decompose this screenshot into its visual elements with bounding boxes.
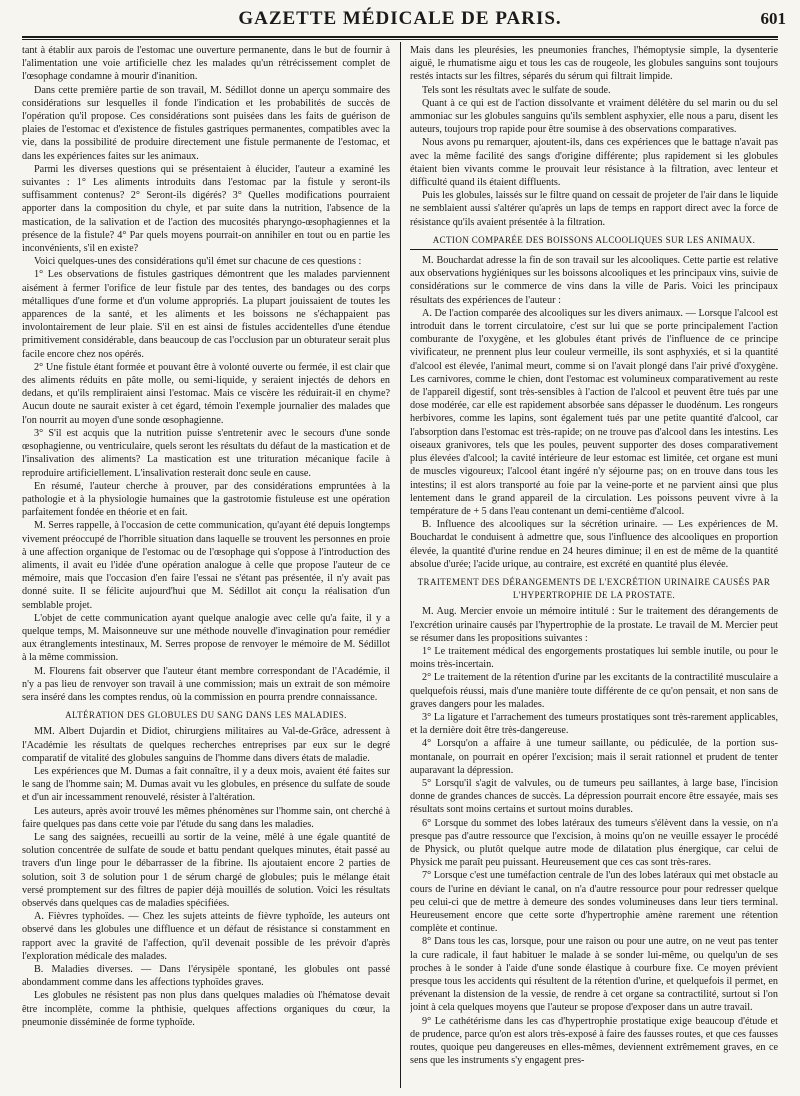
page-number: 601	[760, 9, 786, 28]
page-header	[0, 8, 800, 34]
section-heading: ACTION COMPARÉE DES BOISSONS ALCOOLIQUES SUR LES ANIMAUX.	[410, 234, 778, 250]
paragraph: 6° Lorsque du sommet des lobes latéraux des tumeurs s'élèvent dans la vessie, on n'a presque pas d'autre ressource que l'excision, à moins qu'on ne veuille essayer le procédé de Physick, ou plutôt quelque autre mode de dilatation plus énergique, car celui de Physick me paraît peu puissant. Heureusement que ces cas sont très-rares.	[410, 817, 778, 869]
paragraph: Parmi les diverses questions qui se présentaient à élucider, l'auteur a examiné les suivantes : 1° Les aliments introduits dans l'estomac par la fistule y seront-ils suffisamment contenus? 2° Seront-ils digérés? 3° Quelles modifications pourraient apporter dans la composition du chyle, et par suite dans la nutrition, l'absence de la mastication, de la salivation et de l'action des mucosités pharyngo-œsophagiennes et la présence de la fistule? 4° Par quels moyens pourrait-on annihiler en tout ou en partie les inconvénients, s'il en existe?	[22, 163, 390, 255]
paragraph: 1° Le traitement médical des engorgements prostatiques lui semble inutile, ou pour le moins très-incertain.	[410, 645, 778, 671]
right-column	[410, 44, 778, 1090]
paragraph: 3° S'il est acquis que la nutrition puisse s'entretenir avec le secours d'une sonde œsophagienne, ou ventriculaire, quels seront les résultats du défaut de la mastication et de l'insalivation des aliments? La mastication est une trituration mécanique facile à reproduire artificiellement. L'insalivation resterait donc seule en cause.	[22, 427, 390, 479]
paragraph: A. De l'action comparée des alcooliques sur les divers animaux. — Lorsque l'alcool est introduit dans le torrent circulatoire, c'est sur lui que se porte principalement l'action comburante de l'oxygène, et les globules étant privés de l'influence de ce principe vivificateur, ne prennent plus leur couleur vermeille, ils sont asphyxiés, et si la quantité d'alcool est élevée, l'animal meurt, comme si on l'avait plongé dans l'air privé d'oxygène. Les carnivores, comme le chien, dont l'estomac est volumineux comparativement au reste de l'appareil digestif, sont très-sensibles à l'action de l'alcool et peuvent être tués par une dose modérée, car elle est rapidement absorbée sans dépasser le duodénum. Les rongeurs herbivores, comme les lapins, sont également tués par une petite quantité d'alcool, car l'absorption dans l'estomac est très-rapide; on ne trouve pas d'alcool dans les intestins. Les oiseaux granivores, tels que les poules, peuvent supporter des doses comparativement plus élevées d'alcool; la cavité intérieure de leur estomac est limitée, cet organe est muni de muscles vigoureux; l'alcool étant ingéré n'y séjourne pas; on en trouve dans tous les intestins; il est alors transporté au foie par la veine-porte et ne parvient ainsi que plus lentement dans le grand appareil de la circulation. Les poissons peuvent vivre à la température de + 5 dans l'eau contenant un demi-centième d'alcool.	[410, 307, 778, 517]
paragraph: En résumé, l'auteur cherche à prouver, par des considérations empruntées à la pathologie et à la physiologie humaines que la gastrotomie fistuleuse est une opération parfaitement fondée en théorie et en fait.	[22, 480, 390, 519]
paragraph: M. Aug. Mercier envoie un mémoire intitulé : Sur le traitement des dérangements de l'excrétion urinaire causés par l'hypertrophie de la prostate. Le travail de M. Mercier peut se résumer dans les propositions suivantes :	[410, 606, 778, 644]
paragraph: Puis les globules, laissés sur le filtre quand on cessait de projeter de l'air dans le liquide ne semblaient aussi s'altérer qu'après un laps de temps en rapport direct avec la force de résistance qu'ils avaient présentée à la filtration.	[410, 190, 778, 228]
paragraph: Tels sont les résultats avec le sulfate de soude.	[422, 84, 611, 96]
masthead-title: GAZETTE MÉDICALE DE PARIS.	[238, 8, 562, 29]
paragraph: Les expériences que M. Dumas a fait connaître, il y a deux mois, avaient été faites sur le sang de l'homme sain; M. Dumas avait vu les globules, en présence du sulfate de soude et d'un air incessamment renouvelé, résister à l'altération.	[22, 765, 390, 804]
paragraph: 8° Dans tous les cas, lorsque, pour une raison ou pour une autre, on ne veut pas tenter la cure radicale, il faut habituer le malade à se sonder lui-même, ou quelqu'un de ses proches à le sonder à l'aide d'une sonde élastique à courbure fixe. Ce moyen prévient presque tous les accidents qui résultent de la rétention d'urine, et quelquefois il permet, en prévenant la distension de la vessie, de rendre à cet organe sa contractilité, surtout si l'on joint à cela quelques moyens que l'auteur se propose d'exposer dans un autre travail.	[410, 936, 778, 1014]
paragraph: 4° Lorsqu'on a affaire à une tumeur saillante, ou pédiculée, de la portion sus-montanale, on pourrait en opérer l'excision; mais il serait rationnel et prudent de tenter auparavant la dépression.	[410, 738, 778, 776]
paragraph: Nous avons pu remarquer, ajoutent-ils, dans ces expériences que le battage n'avait pas avec la même facilité des sangs d'origine différente; plus rapidement si les globules étaient bien vivants comme le prouvait leur résistance à la filtration, avec lenteur et difficulté quand ils étaient diffluents.	[410, 137, 778, 189]
paragraph: 2° Une fistule étant formée et pouvant être à volonté ouverte ou fermée, il est clair que des aliments réduits en pâte molle, ou semi-liquide, y seraient injectés de dehors en dedans, et qu'ils rempliraient ainsi l'estomac. Mais ce viscère les réduirait-il en chyme? Aucun doute ne saurait exister à cet égard, témoin l'exemple journalier des malades que l'on nourrit au moyen d'une sonde œsophagienne.	[22, 361, 390, 426]
paragraph: Dans cette première partie de son travail, M. Sédillot donne un aperçu sommaire des considérations sur lesquelles il fonde l'indication et les probabilités de succès de l'opération qu'il propose. Ces considérations sont puisées dans les faits de guérison de plaies de l'estomac et d'existence de fistules gastriques permanentes, compatibles avec la vie, dans la possibilité de produire directement une fistule permanente de l'estomac, et dans les expériences faites sur les animaux.	[22, 84, 390, 162]
paragraph: Le sang des saignées, recueilli au sortir de la veine, mêlé à une égale quantité de solution concentrée de sulfate de soude et battu pendant quelques minutes, était passé au travers d'un linge pour le débarrasser de la fibrine. Ils ajoutaient encore 2 parties de solution, soit 3 de solution pour 1 de sérum chargé de globules; puis le mélange était versé promptement sur des filtres de papier déjà mouillés de solution. Voici les résultats observés dans quelques cas de maladies spécifiées.	[22, 831, 390, 909]
paragraph: A. Fièvres typhoïdes. — Chez les sujets atteints de fièvre typhoïde, les auteurs ont observé dans les globules une diffluence et un défaut de résistance si constamment en rapport avec la gravité de l'affection, qu'il devenait possible de les prévoir d'après l'exploration médicale des malades.	[22, 911, 390, 962]
paragraph: MM. Albert Dujardin et Didiot, chirurgiens militaires au Val-de-Grâce, adressent à l'Académie les résultats de quelques recherches entreprises par eux sur le degré comparatif de vitalité des globules sanguins de l'homme dans divers états de maladie.	[22, 726, 390, 764]
paragraph: 2° Le traitement de la rétention d'urine par les excitants de la contractilité musculaire a quelquefois réussi, mais d'une manière toute différente de ce qu'on pensait, et non sans de graves dangers pour les malades.	[410, 672, 778, 710]
paragraph: M. Flourens fait observer que l'auteur étant membre correspondant de l'Académie, il n'y a pas lieu de renvoyer son travail à une commission; mais un extrait de son mémoire sera inséré dans les comptes rendus, où la commission en pourra prendre connaissance.	[22, 665, 390, 703]
header-rule-thin	[22, 39, 778, 40]
section-heading: TRAITEMENT DES DÉRANGEMENTS DE L'EXCRÉTION URINAIRE CAUSÉS PAR L'HYPERTROPHIE DE LA PROSTATE.	[417, 576, 771, 601]
paragraph: 9° Le cathétérisme dans les cas d'hypertrophie prostatique exige beaucoup d'étude et de prudence, parce qu'on est alors très-exposé à faire des fausses routes, et que ces fausses routes, quoique peu dangereuses en elles-mêmes, deviennent extrêmement graves, en ce sens que les instruments s'y engagent pres-	[410, 1015, 778, 1067]
paragraph: B. Maladies diverses. — Dans l'érysipèle spontané, les globules ont passé abondamment comme dans les affections typhoïdes graves.	[22, 964, 390, 989]
paragraph: Voici quelques-unes des considérations qu'il émet sur chacune de ces questions :	[34, 256, 362, 268]
paragraph: Quant à ce qui est de l'action dissolvante et vraiment délétère du sel marin ou du sel ammoniac sur les globules sanguins qu'ils semblent asphyxier, elle nous a paru, disent les auteurs, toujours trop rapide pour être soumise à des observations comparatives.	[410, 97, 778, 136]
column-separator	[400, 42, 401, 1088]
paragraph: 7° Lorsque c'est une tuméfaction centrale de l'un des lobes latéraux qui met obstacle au cours de l'urine en déviant le canal, on n'a d'autre ressource pour pour redresser quelque peu celui-ci que de mettre à demeure des sondes volumineuses dans leur tiers terminal. Heureusement encore que cette sorte d'hypertrophie amène rarement une rétention complète et continue.	[410, 870, 778, 935]
paragraph: Les globules ne résistent pas non plus dans quelques maladies où l'hématose devait être incomplète, comme la phthisie, quelques affections organiques du cœur, la pneumonie disséminée de forme typhoïde.	[22, 990, 390, 1028]
paragraph: B. Influence des alcooliques sur la sécrétion urinaire. — Les expériences de M. Bouchardat le conduisent à admettre que, sous l'influence des alcooliques en proportion élevée, la quantité d'urine rendue en 24 heures diminue; il en est de même de la quantité absolue d'urée; l'acide urique, au contraire, est excrété en quantité plus élevée.	[410, 519, 778, 570]
paragraph: Les auteurs, après avoir trouvé les mêmes phénomènes sur l'homme sain, ont cherché à faire quelques pas dans cette voie par l'étude du sang dans les maladies.	[22, 805, 390, 830]
header-rule	[22, 36, 778, 38]
paragraph: L'objet de cette communication ayant quelque analogie avec celle qu'a faite, il y a quelque temps, M. Maisonneuve sur une méthode nouvelle d'invagination pour remédier aux étranglements intestinaux, M. Serres propose de renvoyer le mémoire de M. Sédillot à la même commission.	[22, 612, 390, 664]
paragraph: tant à établir aux parois de l'estomac une ouverture permanente, dans le but de fournir à l'alimentation une voie artificielle chez les malades qu'un rétrécissement complet de l'œsophage condamne à mourir d'inanition.	[22, 45, 390, 83]
paragraph: M. Serres rappelle, à l'occasion de cette communication, qu'ayant été depuis longtemps vivement préoccupé de l'horrible situation dans laquelle se trouvent les personnes en proie à une affection organique de l'estomac ou de l'œsophage qui s'oppose à l'introduction des aliments, il avait eu l'idée d'une opération analogue à celle que propose l'auteur de ce mémoire, mais que l'occasion d'en faire l'essai ne s'étant pas présentée, il n'y avait pas donné suite. Il se félicite aujourd'hui que M. Sédillot ait conçu la réalisation d'un semblable projet.	[22, 520, 390, 611]
left-column	[22, 44, 390, 1090]
paragraph: 5° Lorsqu'il s'agit de valvules, ou de tumeurs peu saillantes, à large base, l'incision donne de grandes chances de succès. La dépression pourrait encore être essayée, mais ses résultats sont moins certains et surtout moins durables.	[410, 777, 778, 816]
section-heading: ALTÉRATION DES GLOBULES DU SANG DANS LES MALADIES.	[65, 710, 347, 721]
paragraph: 3° La ligature et l'arrachement des tumeurs prostatiques sont très-rarement applicables, et la dernière doit être très-dangereuse.	[410, 711, 778, 737]
paragraph: 1° Les observations de fistules gastriques démontrent que les malades parviennent aisément à fermer l'orifice de leur fistule par des tentes, des bandages ou des corps métalliques d'une forme et d'un volume appropriés. La plupart jouissaient de toutes les apparences de la santé, et les aliments et les boissons ne s'échappaient pas involontairement de leur plaie. S'il en est ainsi de fistules accidentelles d'une étendue primitivement considérable, dans beaucoup de cas l'occlusion par un obturateur serait plus facile encore chez nos opérés.	[22, 269, 390, 360]
paragraph: Mais dans les pleurésies, les pneumonies franches, l'hémoptysie simple, la dysenterie aiguë, le rhumatisme aigu et tous les cas de rougeole, les globules sanguins sont toujours restés intacts sur les filtres, séparés du sérum qui filtrait limpide.	[410, 45, 778, 83]
paragraph: M. Bouchardat adresse la fin de son travail sur les alcooliques. Cette partie est relative aux observations hygiéniques sur les boissons alcooliques et les principaux vins, suivie de considérations sur le commerce de vins dans la ville de Paris. Voici les principaux résultats des expériences de l'auteur :	[410, 255, 778, 306]
